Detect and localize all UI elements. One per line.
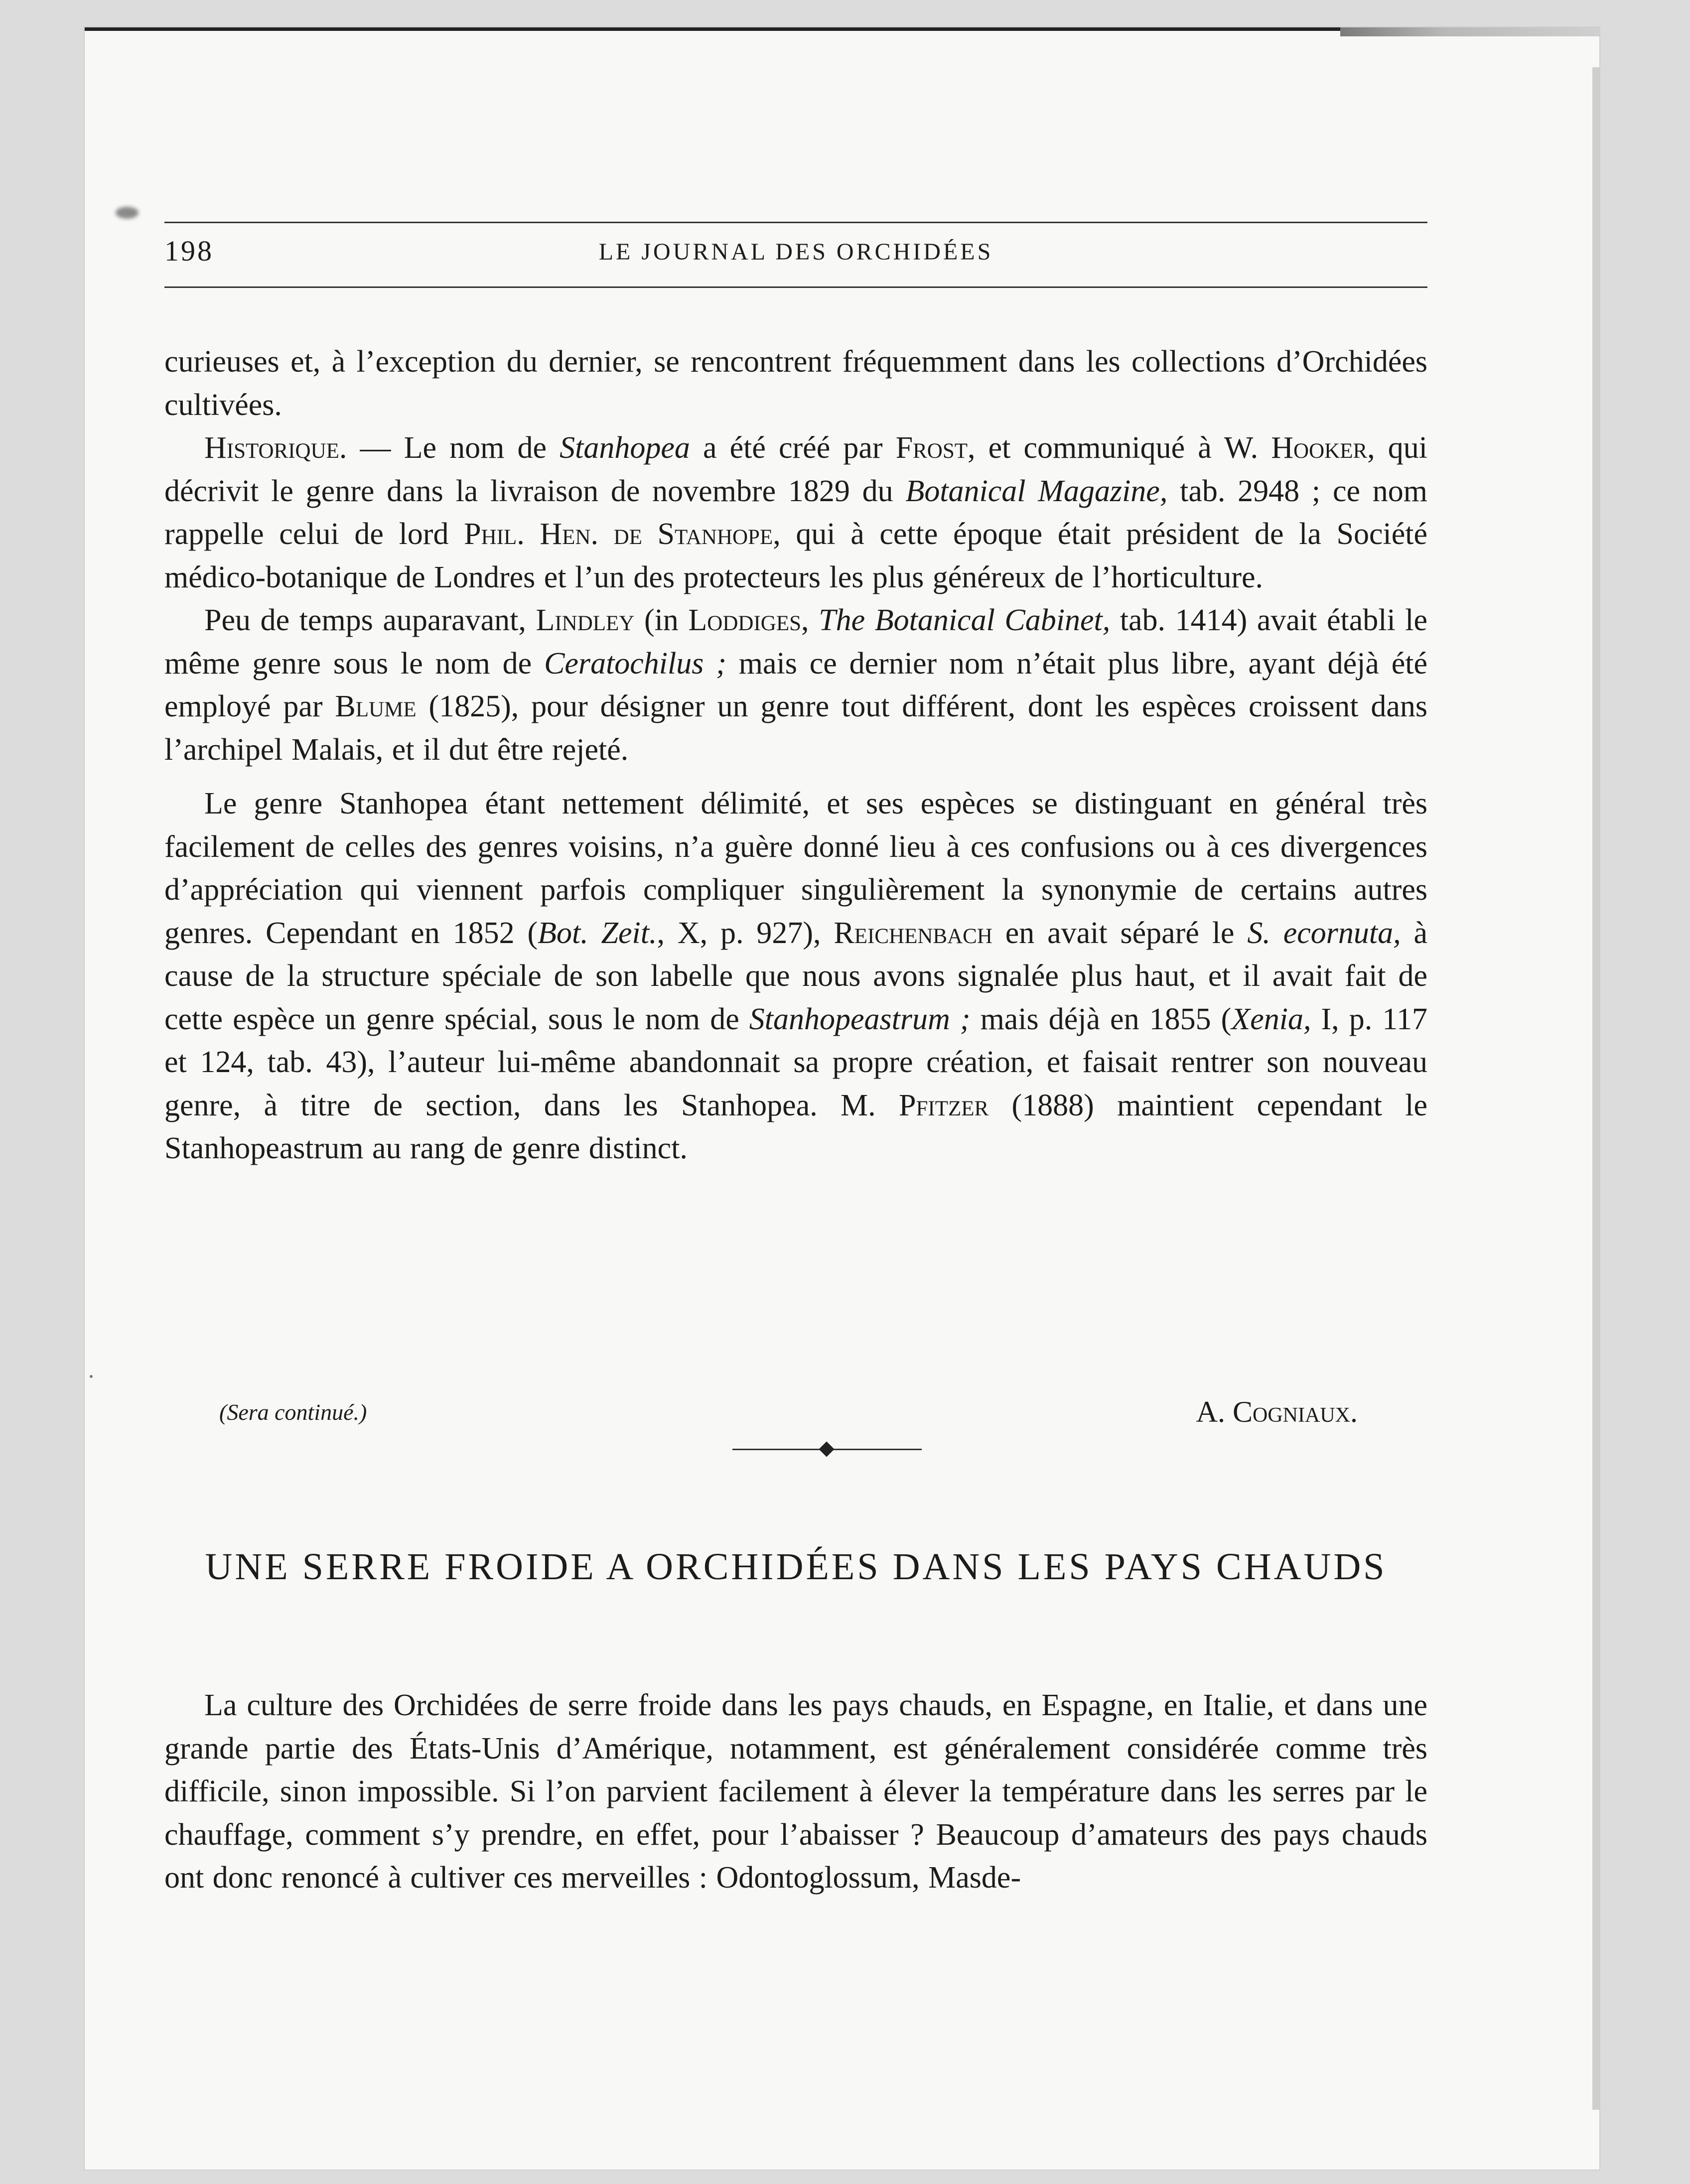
- article-title: UNE SERRE FROIDE A ORCHIDÉES DANS LES PAYS CHAUDS: [205, 1546, 1387, 1588]
- text-run: — Le nom de: [347, 431, 560, 465]
- text-run: mais déjà en 1855 (: [970, 1002, 1232, 1036]
- article-author: A. Cogniaux.: [1196, 1395, 1358, 1428]
- publication-title: Xenia,: [1231, 1002, 1311, 1036]
- paragraph: curieuses et, à l’exception du dernier, se rencontrent fréquemment dans les collections d’Orchidées cultivées.: [164, 345, 1427, 422]
- paragraph: [164, 782, 1427, 1170]
- publication-title: The Botanical Cabinet,: [819, 603, 1111, 637]
- text-run: en avait séparé le: [992, 916, 1248, 950]
- text-run: ,: [801, 603, 819, 637]
- running-title: LE JOURNAL DES ORCHIDÉES: [598, 239, 993, 265]
- text-run: , qui à cette époque était président de la Société médico-botanique de Londres et l’un des protecteurs les plus généreux de l’horticulture.: [164, 517, 1428, 594]
- author-name: Blume: [335, 689, 417, 723]
- article-body-stanhopea: [164, 340, 1427, 1170]
- text-run: Peu de temps auparavant,: [204, 603, 536, 637]
- ink-dot: [90, 1375, 93, 1378]
- text-run: à cause de la structure spéciale de son labelle que nous avons signalée plus haut, et il avait fait de cette espèce un genre spécial, sous le nom de: [164, 916, 1427, 1036]
- text-run: I, p. 117 et 124, tab. 43), l’auteur lui-même abandonnait sa propre création, et faisait rentrer son nouveau genre, à titre de section, dans les Stanhopea. M.: [164, 1002, 1427, 1122]
- paragraph-historique: [164, 426, 1427, 599]
- page-top-edge-fade: [1340, 27, 1599, 36]
- text-run: a été créé par: [690, 431, 896, 465]
- page-top-edge: [85, 27, 1340, 31]
- page-right-edge-shadow: [1592, 67, 1599, 2110]
- paragraph: [164, 599, 1427, 771]
- genus-name: Ceratochilus ;: [544, 646, 726, 681]
- text-run: Le genre Stanhopea étant nettement délimité, et ses espèces se distinguant en général très facilement de celles des genres voisins, n’a guère donné lieu à ces confusions ou à ces divergences d’appréciation qui viennent parfois compliquer singulièrement la synonymie de certains autres genres. Cependant en 1852 (: [164, 787, 1427, 950]
- text-run: mais ce dernier nom n’était plus libre, ayant déjà été employé par: [164, 646, 1427, 723]
- author-name: Hooker: [1271, 431, 1368, 465]
- author-name: Lindley: [536, 603, 635, 637]
- text-run: tab. 2948 ; ce nom rappelle celui de lord: [164, 474, 1427, 551]
- section-divider-ornament: [732, 1440, 922, 1460]
- text-run: , X, p. 927),: [657, 916, 834, 950]
- text-run: , qui décrivit le genre dans la livraison de novembre 1829 du: [164, 431, 1427, 508]
- author-name: Loddiges: [688, 603, 802, 637]
- paragraph: La culture des Orchidées de serre froide dans les pays chauds, en Espagne, en Italie, et dans une grande partie des États-Unis d’Amérique, notamment, est généralement considérée comme très difficile, sinon impossible. Si l’on parvient facilement à élever la température dans les serres par le chauffage, comment s’y prendre, en effet, pour l’abaisser ? Beaucoup d’amateurs des pays chauds ont donc renoncé à cultiver ces merveilles : Odontoglossum, Masde-: [164, 1688, 1427, 1895]
- header-rule-bottom: [164, 286, 1427, 288]
- header-rule-top: [164, 222, 1427, 223]
- page-number: 198: [164, 235, 214, 267]
- divider-diamond-icon: [819, 1441, 834, 1457]
- text-run: (in: [634, 603, 689, 637]
- publication-title: Bot. Zeit.: [538, 916, 657, 950]
- article-body-serre-froide: [164, 1684, 1427, 1900]
- text-run: , et communiqué à W.: [968, 431, 1271, 465]
- author-name: Pfitzer: [899, 1088, 989, 1122]
- person-name: Phil. Hen. de Stanhope: [464, 517, 773, 551]
- continued-note: (Sera continué.): [219, 1399, 367, 1425]
- text-run: (1825), pour désigner un genre tout différent, dont les espèces croissent dans l’archipel Malais, et il dut être rejeté.: [164, 689, 1427, 767]
- text-run: tab. 1414) avait établi le même genre sous le nom de: [164, 603, 1428, 681]
- genus-name: Stanhopeastrum ;: [749, 1002, 971, 1036]
- article-signature: [164, 1395, 1427, 1430]
- publication-title: Botanical Magazine,: [905, 474, 1168, 508]
- section-heading-historique: Historique.: [204, 431, 347, 465]
- species-name: S. ecornuta,: [1247, 916, 1401, 950]
- author-name: Frost: [895, 431, 968, 465]
- genus-name: Stanhopea: [560, 431, 690, 465]
- author-name: Reichenbach: [834, 916, 992, 950]
- text-run: (1888) maintient cependant le Stanhopeastrum au rang de genre distinct.: [164, 1088, 1427, 1165]
- ink-smudge: [116, 207, 139, 219]
- paragraph-gap: [164, 771, 1427, 782]
